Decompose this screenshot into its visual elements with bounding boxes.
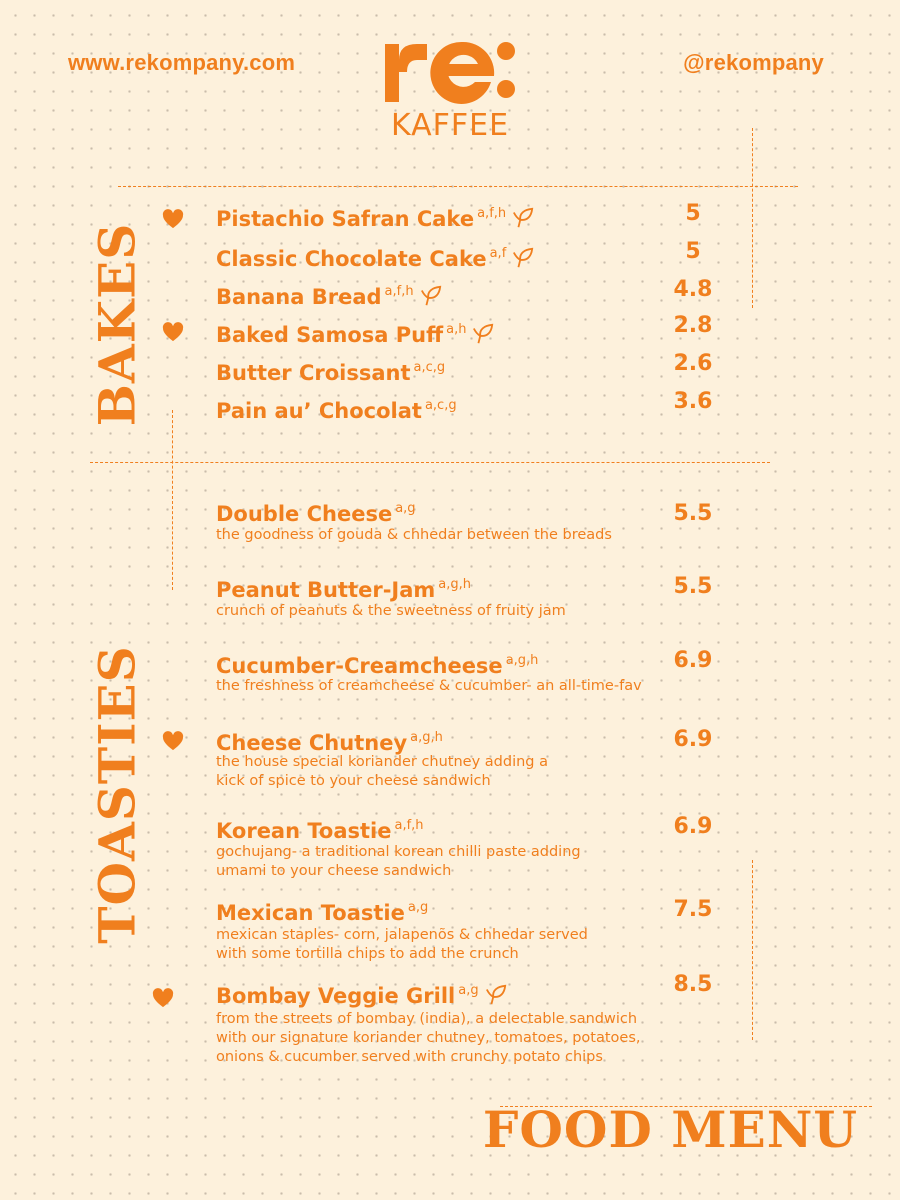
website-link[interactable]: www.rekompany.com [68, 50, 296, 75]
menu-item-description [216, 843, 686, 881]
menu-item-price: 7.5 [673, 897, 713, 922]
menu-item-price: 6.9 [673, 727, 713, 752]
description-line: umami to your cheese sandwich [216, 863, 452, 879]
menu-item-name[interactable]: Pain au’ Chocolat $^{a,c,g}$ [216, 398, 457, 423]
allergen-codes: a,g [407, 900, 429, 915]
menu-item-name[interactable]: Mexican Toastie $^{a,g}$ [216, 900, 429, 925]
menu-title: FOOD MENU [482, 1100, 858, 1159]
menu-item-price: 5.5 [673, 574, 713, 599]
description-line: crunch of peanuts & the sweetness of fruity jam [216, 603, 566, 619]
section-label-bakes: BAKES [87, 222, 147, 427]
heart-icon [162, 731, 184, 751]
menu-item-name[interactable]: Korean Toastie $^{a,f,h}$ [216, 818, 424, 843]
menu-item-name[interactable]: Pistachio Safran Cake $^{a,f,h}$ [216, 201, 534, 232]
menu-item-name[interactable]: Butter Croissant $^{a,c,g}$ [216, 360, 446, 385]
menu-item-price: 6.9 [673, 814, 713, 839]
allergen-codes: a,g,h [505, 653, 539, 668]
description-line: the freshness of creamcheese & cucumber- an all-time-fav [216, 678, 642, 694]
allergen-codes: a,h [446, 322, 467, 337]
menu-item-price: 4.8 [673, 277, 713, 302]
allergen-codes: a,g [458, 983, 479, 998]
description-line: from the streets of bombay (india), a delectable sandwich [216, 1011, 638, 1027]
divider-top [118, 186, 798, 187]
allergen-codes: a,f,h [384, 284, 414, 299]
leaf-icon [485, 984, 507, 1006]
description-line: with some tortilla chips to add the crunch [216, 946, 519, 962]
description-line: kick of spice to your cheese sandwich [216, 773, 491, 789]
menu-item-description [216, 1010, 686, 1067]
menu-item-price: 2.8 [673, 313, 713, 338]
allergen-codes: a,c,g [413, 360, 446, 375]
menu-item-name[interactable]: Peanut Butter-Jam $^{a,g,h}$ [216, 577, 472, 602]
allergen-codes: a,g,h [410, 730, 443, 745]
menu-item-price: 8.5 [673, 972, 713, 997]
leaf-icon [420, 285, 442, 307]
description-line: the house special koriander chutney adding a [216, 754, 549, 770]
menu-item-description [216, 526, 686, 545]
description-line: the goodness of gouda & chhedar between the breads [216, 527, 612, 543]
menu-item-name[interactable]: Cheese Chutney $^{a,g,h}$ [216, 730, 443, 755]
leaf-icon [512, 207, 534, 229]
description-line: gochujang- a traditional korean chilli paste adding [216, 844, 581, 860]
menu-item-name[interactable]: Baked Samosa Puff $^{a,h}$ [216, 317, 494, 348]
section-label-toasties: TOASTIES [87, 645, 147, 944]
menu-item-description [216, 677, 686, 696]
divider-vertical-middle [172, 410, 173, 590]
menu-item-description [216, 926, 686, 964]
leaf-icon [512, 247, 534, 269]
divider-vertical-top-right [752, 128, 753, 308]
menu-item-name[interactable]: Banana Bread $^{a,f,h}$ [216, 279, 442, 310]
allergen-codes: a,f,h [477, 206, 507, 221]
menu-item-price: 5 [685, 239, 701, 264]
divider-vertical-bottom-right [752, 860, 753, 1040]
menu-item-description [216, 602, 686, 621]
allergen-codes: a,f [489, 246, 507, 261]
allergen-codes: a,g [395, 501, 416, 516]
divider-middle [90, 462, 770, 463]
heart-icon [152, 988, 174, 1008]
logo-mark [383, 38, 517, 104]
description-line: with our signature koriander chutney, tomatoes, potatoes, [216, 1030, 641, 1046]
menu-item-name[interactable]: Classic Chocolate Cake $^{a,f}$ [216, 241, 534, 272]
allergen-codes: a,c,g [424, 398, 457, 413]
menu-item-price: 5 [685, 201, 701, 226]
heart-icon [162, 322, 184, 342]
allergen-codes: a,g,h [438, 577, 472, 592]
menu-item-description [216, 753, 686, 791]
description-line: mexican staples- corn, jalapenõs & chhedar served [216, 927, 588, 943]
menu-item-name[interactable]: Cucumber-Creamcheese $^{a,g,h}$ [216, 653, 539, 678]
social-handle[interactable]: @rekompany [683, 50, 824, 75]
leaf-icon [472, 323, 494, 345]
menu-item-name[interactable]: Bombay Veggie Grill $^{a,g}$ [216, 978, 507, 1009]
description-line: onions & cucumber served with crunchy potato chips [216, 1049, 603, 1065]
menu-item-price: 6.9 [673, 648, 713, 673]
menu-item-price: 2.6 [673, 351, 713, 376]
allergen-codes: a,f,h [394, 818, 424, 833]
menu-item-name[interactable]: Double Cheese $^{a,g}$ [216, 501, 416, 526]
heart-icon [162, 209, 184, 229]
menu-item-price: 5.5 [673, 501, 713, 526]
logo-wordmark: KAFFEE [390, 108, 510, 143]
menu-item-price: 3.6 [673, 389, 713, 414]
